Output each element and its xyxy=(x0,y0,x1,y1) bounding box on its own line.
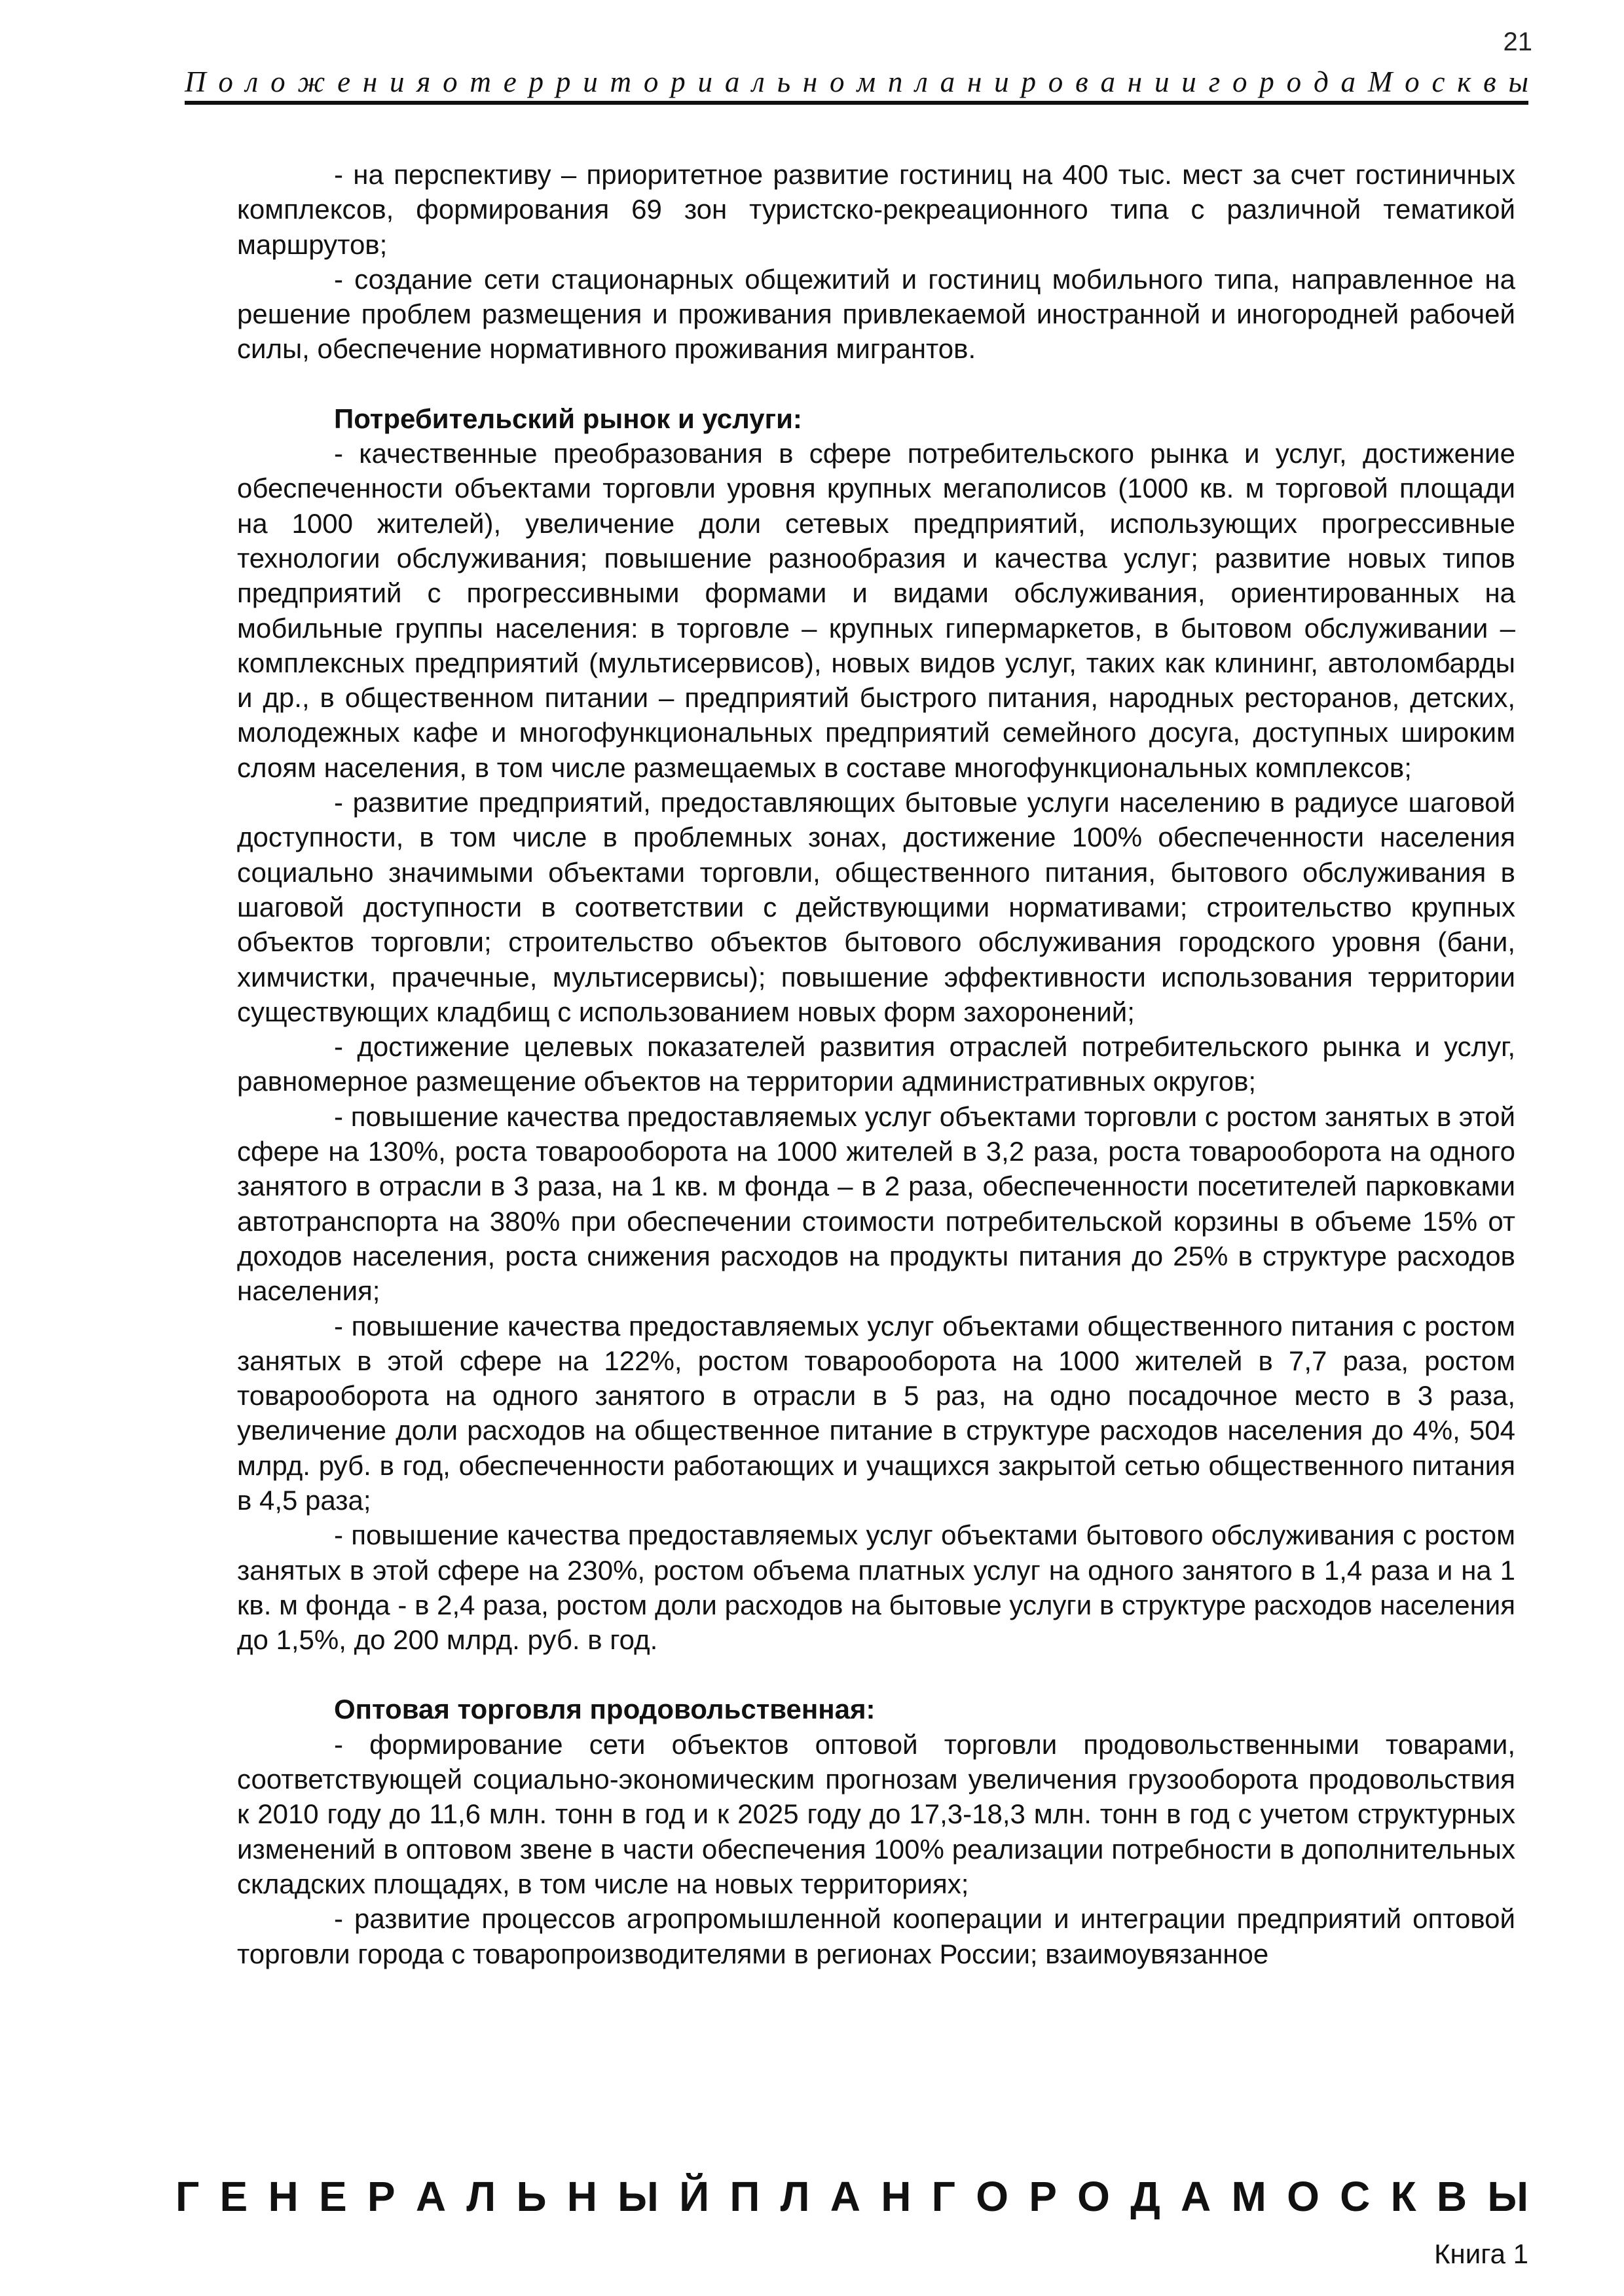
paragraph-consumer-catering: - повышение качества предоставляемых услуг объектами общественного питания с ростом занятых в этой сфере на 122%, ростом товарооборота на 1000 жителей в 7,7 раза, ростом товарооборота на одного занятого в отрасли в 5 раз, на одно посадочное место в 3 раза, увеличение доли расходов на общественное питание в структуре расходов населения до 4%, 504 млрд. руб. в год, обеспеченности работающих и учащихся закрытой сетью общественного питания в 4,5 раза; xyxy=(237,1310,1515,1516)
paragraph-wholesale-network: - формирование сети объектов оптовой торговли продовольственными товарами, соответствующей социально-экономическим прогнозам увеличения грузооборота продовольствия к 2010 году до 11,6 млн. тонн в год и к 2025 году до 17,3-18,3 млн. тонн в год с учетом структурных изменений в оптовом звене в части обеспечения 100% реализации потребности в дополнительных складских площадях, в том числе на новых территориях; xyxy=(237,1728,1515,1899)
paragraph-hotels-prospect: - на перспективу – приоритетное развитие гостиниц на 400 тыс. мест за счет гостиничных комплексов, формирования 69 зон туристско-рекреационного типа с различной тематикой маршрутов; xyxy=(237,159,1515,260)
paragraph-wholesale-integration: - развитие процессов агропромышленной кооперации и интеграции предприятий оптовой торговли города с товаропроизводителями в регионах России; взаимоувязанное xyxy=(237,1903,1515,1969)
footer-title: Г Е Н Е Р А Л Ь Н Ы Й П Л А Н Г О Р О Д А М О С К В Ы xyxy=(175,2173,1528,2220)
paragraph-consumer-quality: - качественные преобразования в сфере потребительского рынка и услуг, достижение обеспеченности объектами торговли уровня крупных мегаполисов (1000 кв. м торговой площади на 1000 жителей), увеличение доли сетевых предприятий, использующих прогрессивные технологии обслуживания; повышение разнообразия и качества услуг; развитие новых типов предприятий с прогрессивными формами и видами обслуживания, ориентированных на мобильные группы населения: в торговле – крупных гипермаркетов, в бытовом обслуживании – комплексных предприятий (мультисервисов), новых видов услуг, таких как клининг, автоломбарды и др., в общественном питании – предприятий быстрого питания, народных ресторанов, детских, молодежных кафе и многофункциональных предприятий семейного досуга, доступных широким слоям населения, в том числе размещаемых в составе многофункциональных комплексов; xyxy=(237,438,1515,783)
paragraph-consumer-trade: - повышение качества предоставляемых услуг объектами торговли с ростом занятых в этой сфере на 130%, роста товарооборота на 1000 жителей в 3,2 раза, роста товарооборота на одного занятого в отрасли в 3 раза, на 1 кв. м фонда – в 2 раза, обеспеченности посетителей парковками автотранспорта на 380% при обеспечении стоимости потребительской корзины в объеме 15% от доходов населения, роста снижения расходов на продукты питания до 25% в структуре расходов населения; xyxy=(237,1101,1515,1307)
running-header: П о л о ж е н и я о т е р р и т о р и а л ь н о м п л а н и р о в а н и и г о р о д а М о с к в ы xyxy=(185,65,1528,98)
section-heading-wholesale-food: Оптовая торговля продовольственная: xyxy=(334,1694,876,1725)
section-heading-consumer-market: Потребительский рынок и услуги: xyxy=(334,403,802,434)
page-number: 21 xyxy=(1503,27,1532,56)
paragraph-dormitories: - создание сети стационарных общежитий и гостиниц мобильного типа, направленное на решение проблем размещения и проживания привлекаемой иностранной и иногородней рабочей силы, обеспечение нормативного проживания мигрантов. xyxy=(237,263,1515,365)
paragraph-consumer-targets: - достижение целевых показателей развития отраслей потребительского рынка и услуг, равномерное размещение объектов на территории административных округов; xyxy=(237,1031,1515,1097)
book-label: Книга 1 xyxy=(1434,2238,1528,2269)
paragraph-consumer-household-services: - повышение качества предоставляемых услуг объектами бытового обслуживания с ростом занятых в этой сфере на 230%, ростом объема платных услуг на одного занятого в 1,4 раза и на 1 кв. м фонда - в 2,4 раза, ростом доли расходов на бытовые услуги в структуре расходов населения до 1,5%, до 200 млрд. руб. в год. xyxy=(237,1520,1515,1656)
header-rule xyxy=(185,101,1528,105)
document-body xyxy=(237,157,1515,1971)
paragraph-consumer-walking-distance: - развитие предприятий, предоставляющих бытовые услуги населению в радиусе шаговой доступности, в том числе в проблемных зонах, достижение 100% обеспеченности населения социально значимыми объектами торговли, общественного питания, бытового обслуживания в шаговой доступности в соответствии с действующими нормативами; строительство крупных объектов торговли; строительство объектов бытового обслуживания городского уровня (бани, химчистки, прачечные, мультисервисы); повышение эффективности использования территории существующих кладбищ с использованием новых форм захоронений; xyxy=(237,787,1515,1027)
